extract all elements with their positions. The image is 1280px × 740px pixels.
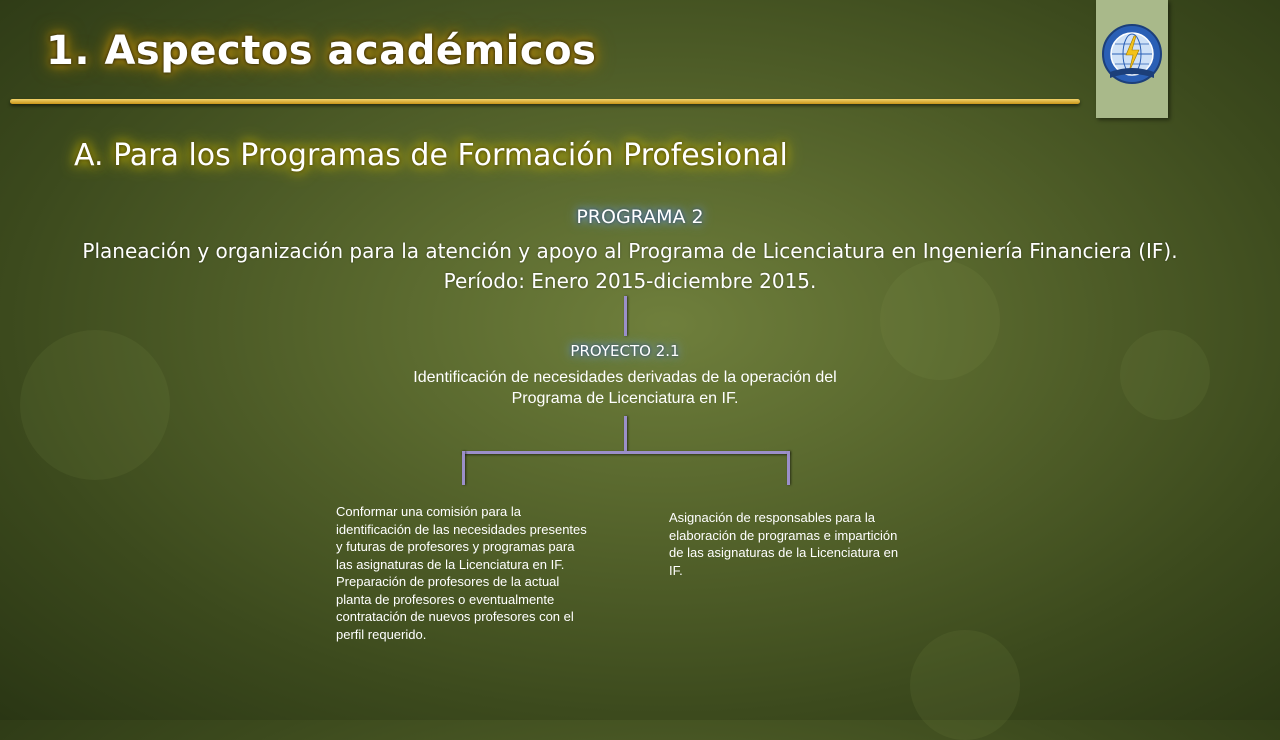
background-bokeh (1120, 330, 1210, 420)
background-bokeh (20, 330, 170, 480)
action-item: Asignación de responsables para la elaboración de programas e impartición de las asignaturas de la Licenciatura en IF. (669, 510, 899, 578)
university-seal-icon (1100, 22, 1164, 88)
program-label: PROGRAMA 2 (576, 206, 704, 228)
connector-project-trunk (624, 416, 627, 452)
slide-title: 1. Aspectos académicos (46, 28, 597, 74)
project-label: PROYECTO 2.1 (570, 342, 680, 360)
project-description: Identificación de necesidades derivadas de la operación del Programa de Licenciatura en IF. (413, 369, 837, 407)
logo-panel (1096, 0, 1168, 118)
connector-branch-bar (462, 451, 790, 454)
connector-branch-right (787, 451, 790, 485)
action-item: Conformar una comisión para la identificación de las necesidades presentes y futuras de profesores y programas para las asignaturas de la Licenciatura en IF. Preparación de profesores de la actual planta de profesores o eventualmente contratación de nuevos profesores con el perfil requerido. (336, 504, 587, 642)
background-bokeh (910, 630, 1020, 740)
connector-program-project (624, 296, 627, 336)
section-subtitle: A. Para los Programas de Formación Profesional (74, 138, 788, 173)
title-underline (10, 99, 1080, 104)
program-description: Planeación y organización para la atención y apoyo al Programa de Licenciatura en Ingeniería Financiera (IF). Período: Enero 2015-diciembre 2015. (82, 239, 1178, 293)
connector-branch-left (462, 451, 465, 485)
